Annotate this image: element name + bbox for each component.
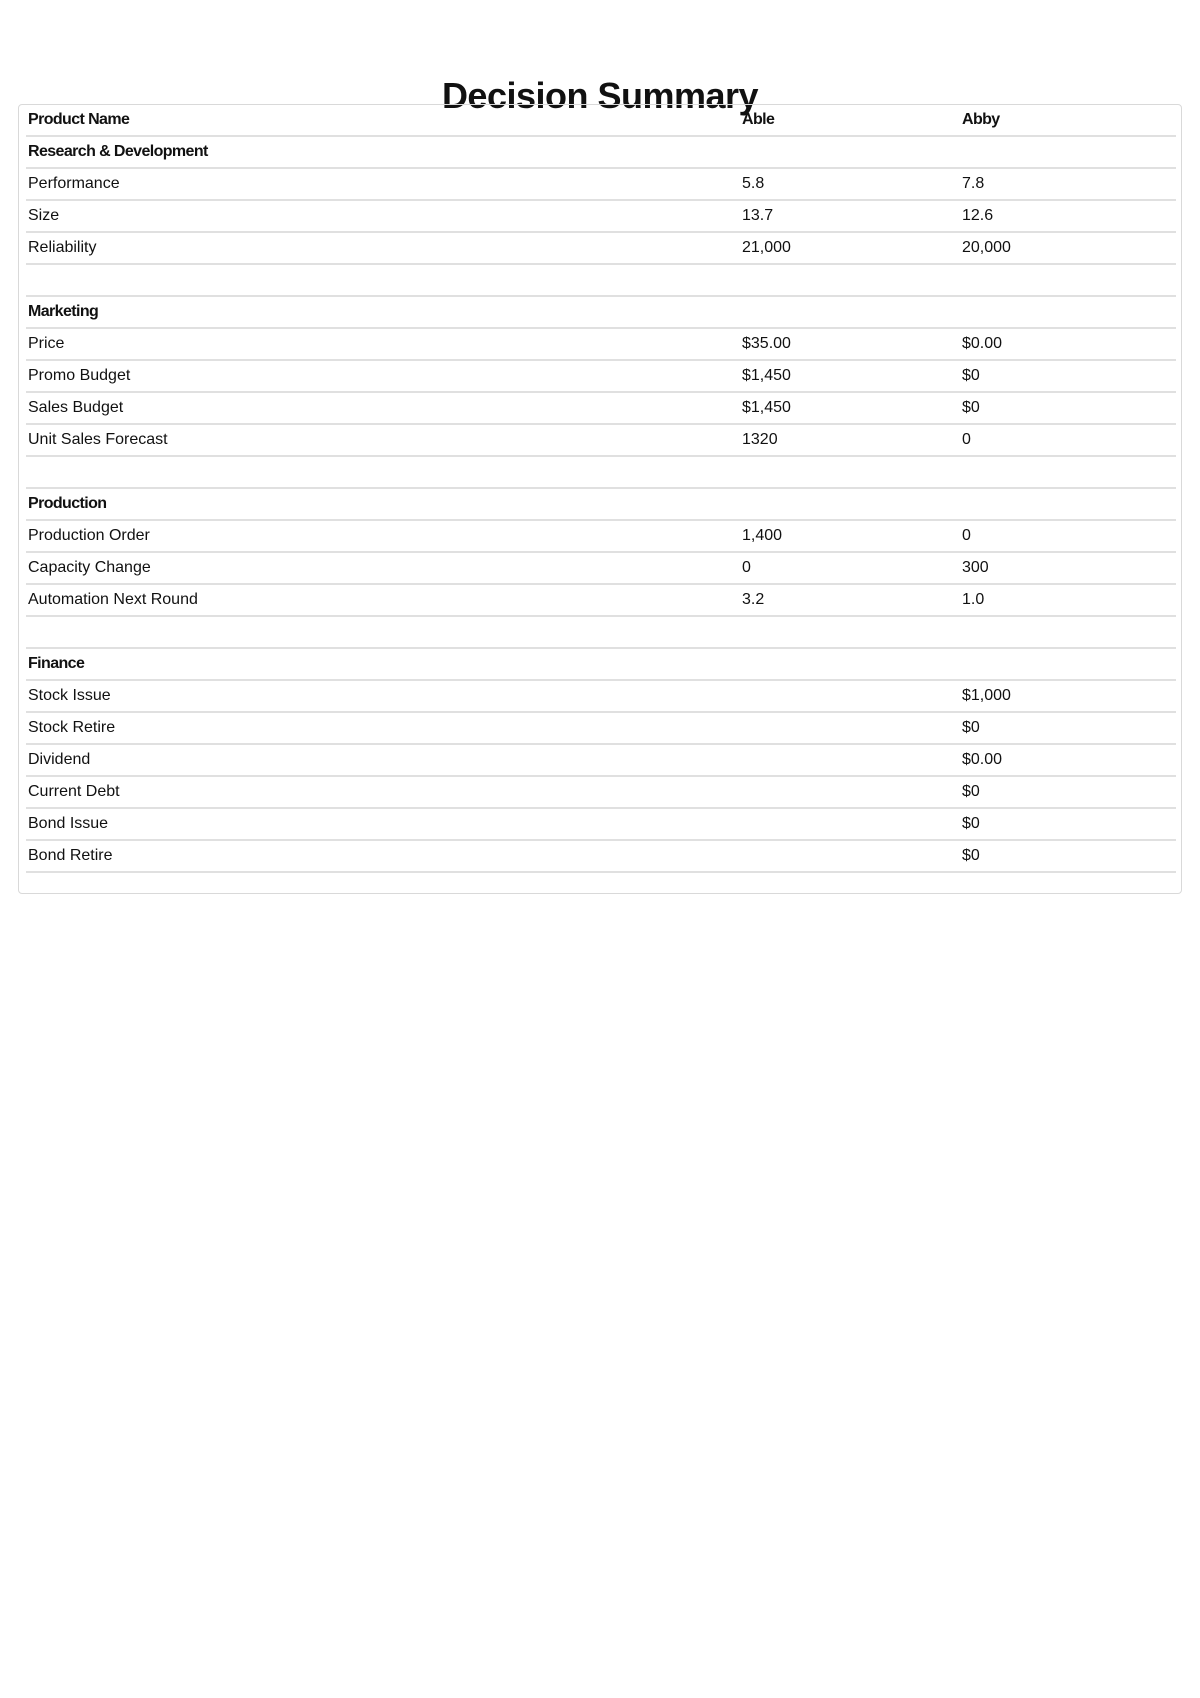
row-label: Current Debt (26, 776, 740, 808)
section-title: Finance (26, 648, 1176, 680)
abby-value: 0 (960, 520, 1176, 552)
abby-value: $0 (960, 360, 1176, 392)
table-body (26, 136, 1176, 872)
row-label: Stock Issue (26, 680, 740, 712)
table-row (26, 328, 1176, 360)
able-value (740, 808, 960, 840)
table-header-row (26, 105, 1176, 136)
section-title: Production (26, 488, 1176, 520)
section-header-row (26, 648, 1176, 680)
row-label: Stock Retire (26, 712, 740, 744)
spacer-row (26, 264, 1176, 296)
table-row (26, 712, 1176, 744)
abby-value: $0 (960, 840, 1176, 872)
table-row (26, 200, 1176, 232)
able-value: 1320 (740, 424, 960, 456)
able-value: $1,450 (740, 360, 960, 392)
abby-value: $0 (960, 776, 1176, 808)
abby-value: $0.00 (960, 744, 1176, 776)
section-header-row (26, 136, 1176, 168)
abby-value: 1.0 (960, 584, 1176, 616)
able-value (740, 776, 960, 808)
able-value: 5.8 (740, 168, 960, 200)
spacer-row (26, 456, 1176, 488)
row-label: Size (26, 200, 740, 232)
page-title: Decision Summary (441, 75, 759, 117)
row-label: Price (26, 328, 740, 360)
able-value: 3.2 (740, 584, 960, 616)
able-value: 1,400 (740, 520, 960, 552)
row-label: Sales Budget (26, 392, 740, 424)
header-product-abby: Abby (960, 105, 1176, 136)
table-row (26, 520, 1176, 552)
able-value (740, 744, 960, 776)
table-row (26, 552, 1176, 584)
header-product-name: Product Name (26, 105, 740, 136)
table-row (26, 168, 1176, 200)
row-label: Promo Budget (26, 360, 740, 392)
abby-value: $0 (960, 712, 1176, 744)
row-label: Performance (26, 168, 740, 200)
table-row (26, 808, 1176, 840)
able-value: 0 (740, 552, 960, 584)
abby-value: $0 (960, 808, 1176, 840)
section-header-row (26, 488, 1176, 520)
row-label: Automation Next Round (26, 584, 740, 616)
table-row (26, 424, 1176, 456)
abby-value: 0 (960, 424, 1176, 456)
abby-value: $1,000 (960, 680, 1176, 712)
abby-value: $0 (960, 392, 1176, 424)
able-value: 13.7 (740, 200, 960, 232)
header-product-able: Able (740, 105, 960, 136)
abby-value: 12.6 (960, 200, 1176, 232)
row-label: Bond Retire (26, 840, 740, 872)
row-label: Reliability (26, 232, 740, 264)
abby-value: 20,000 (960, 232, 1176, 264)
table-row (26, 776, 1176, 808)
table-row (26, 584, 1176, 616)
section-header-row (26, 296, 1176, 328)
able-value: $1,450 (740, 392, 960, 424)
row-label: Production Order (26, 520, 740, 552)
able-value: 21,000 (740, 232, 960, 264)
decision-summary-table (26, 105, 1176, 873)
spacer-row (26, 616, 1176, 648)
row-label: Capacity Change (26, 552, 740, 584)
table-row (26, 840, 1176, 872)
able-value (740, 840, 960, 872)
decision-summary-panel (18, 104, 1182, 894)
row-label: Bond Issue (26, 808, 740, 840)
abby-value: 7.8 (960, 168, 1176, 200)
row-label: Unit Sales Forecast (26, 424, 740, 456)
able-value (740, 712, 960, 744)
table-row (26, 392, 1176, 424)
table-row (26, 680, 1176, 712)
table-row (26, 360, 1176, 392)
abby-value: 300 (960, 552, 1176, 584)
table-row (26, 744, 1176, 776)
table-row (26, 232, 1176, 264)
able-value (740, 680, 960, 712)
section-title: Marketing (26, 296, 1176, 328)
row-label: Dividend (26, 744, 740, 776)
able-value: $35.00 (740, 328, 960, 360)
section-title: Research & Development (26, 136, 1176, 168)
abby-value: $0.00 (960, 328, 1176, 360)
